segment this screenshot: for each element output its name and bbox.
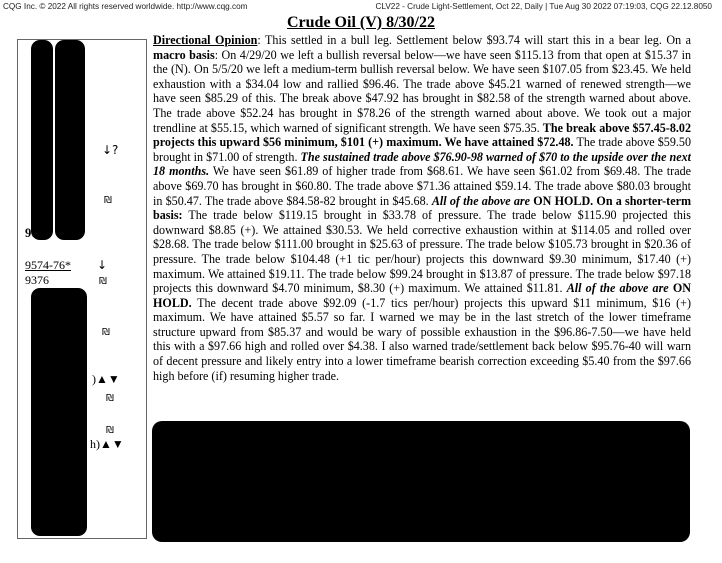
redaction-block [31, 288, 87, 536]
chart-header [3, 2, 712, 14]
signal-icon: ₪ [106, 393, 114, 404]
copyright-text: CQG Inc. © 2022 All rights reserved worldwide. http://www.cqg.com [3, 2, 248, 11]
down-arrow-icon: ↓ [97, 258, 108, 272]
opinion-heading: Directional Opinion [153, 33, 258, 47]
opinion-paragraph: Directional Opinion: This settled in a bull leg. Settlement below $93.74 will start this in a bear leg. On a macro basis: On 4/29/20 we left a bullish reversal below—we have seen $115.13 from that open at $15.37 in the (N). On 5/5/20 we left a medium-term bullish reversal below. We have seen $107.05 from $23.45. We held exhaustion with a $34.04 low and rallied $96.46. The trade above $45.21 warned of renewed strength—we have seen $85.29 of this. The break above $47.92 has brought in $82.58 of the strength warned about above. The trade above $52.24 has brought in $78.26 of the strength warned about above. We took out a major trendline at $55.15, which warned of significant strength. We have seen $75.35. The break above $57.45-8.02 projects this upward $56 minimum, $101 (+) maximum. We have attained $72.48. The trade above $59.50 brought in $71.00 of strength. The sustained trade above $76.90-98 warned of $70 to the upside over the next 18 months. We have seen $61.89 of higher trade from $68.61. We have seen $61.02 from $69.48. The trade above $69.70 has brought in $60.80. The trade above $71.36 attained $59.14. The trade above $80.03 brought in $50.47. The trade above $84.58-82 brought in $45.68. All of the above are ON HOLD. On a shorter-term basis: The trade below $119.15 brought in $33.78 of pressure. The trade below $115.90 projected this downward $8.85 (+). We attained $30.53. We held corrective exhaustion within at $114.05 and rolled over $28.68. The trade below $111.00 brought in $25.63 of pressure. The trade below $105.73 brought in $20.36 of pressure. The trade below $104.48 (+1 tic per/hour) projects this downward $9.30 minimum, $17.40 (+) maximum. We attained $19.11. The trade below $99.24 brought in $13.87 of pressure. The trade below $97.18 projects this downward $4.70 minimum, $8.30 (+) maximum. We attained $11.81. All of the above are ON HOLD. The decent trade above $92.09 (-1.7 tics per/hour) projects this upward $11 minimum, $16 (+) maximum. We have attained $5.57 so far. I warned we may be in the last stretch of the lower timeframe structure upward from $85.37 and would be wary of possible exhaustion in the $96.86-7.50—we have held this with a $97.66 high and rolled over $4.38. I also warned trade/settlement back below $95.76-40 will warn of decent pressure and likely entry into a lower timeframe bearish correction exceeding $5.40 from the $97.66 high before (if) resuming higher trade. [153, 33, 691, 383]
level-9574: 9574-76* [25, 258, 71, 272]
level-9701: 9701 [25, 226, 50, 240]
redaction-block [31, 40, 53, 240]
levels-sidebar [17, 39, 147, 539]
directional-opinion-text [153, 33, 691, 422]
signal-icon: ₪ [99, 276, 107, 287]
page-title: Crude Oil (V) 8/30/22 [287, 14, 435, 31]
signal-icon: ₪ [106, 425, 114, 436]
redaction-block [55, 40, 85, 240]
chart-info-text: CLV22 - Crude Light-Settlement, Oct 22, Daily | Tue Aug 30 2022 07:19:03, CQG 22.12.8050 [375, 2, 712, 11]
redaction-block [152, 421, 690, 542]
sidebar-label-2: h)▲▼ [90, 437, 124, 451]
down-arrow-question: ↓? [102, 143, 119, 157]
signal-icon: ₪ [104, 195, 112, 206]
signal-icon: ₪ [102, 327, 110, 338]
sidebar-label-1: )▲▼ [92, 372, 120, 386]
level-9376: 9376 [25, 273, 49, 287]
